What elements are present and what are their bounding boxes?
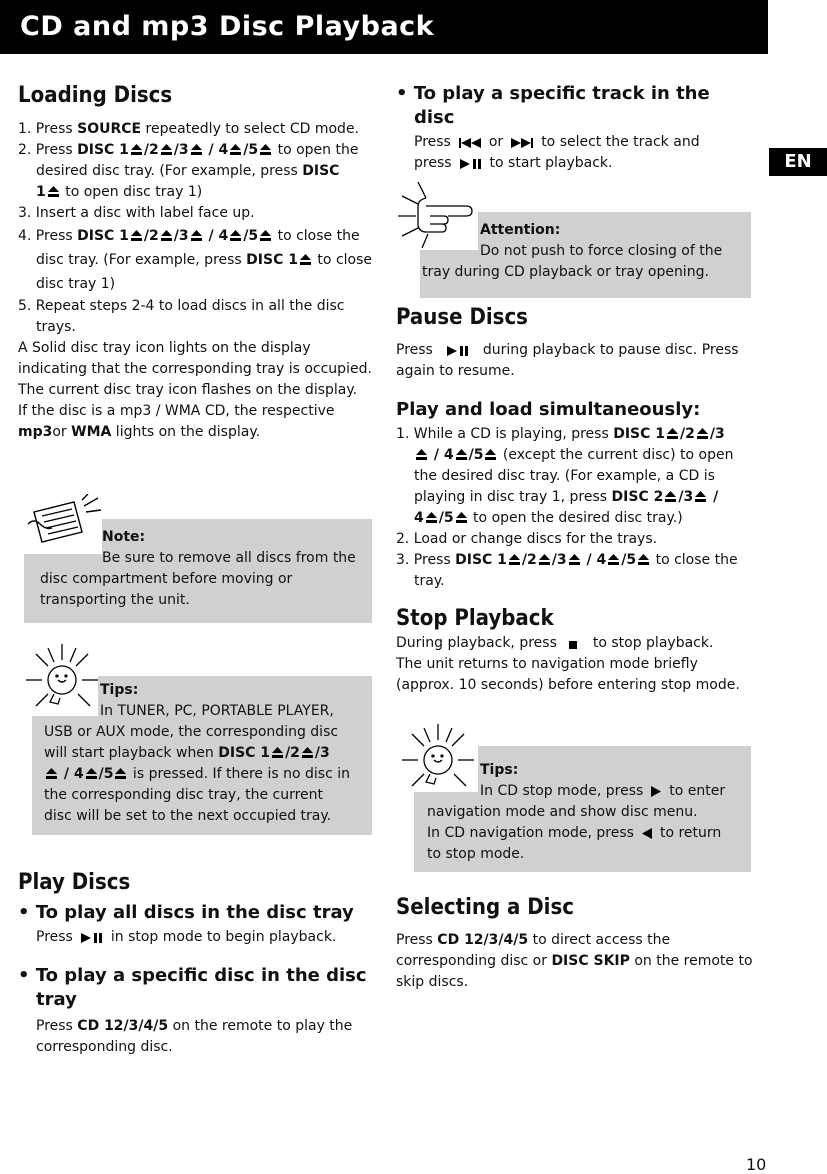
- play-all-text: Press in stop mode to begin playback.: [36, 929, 337, 945]
- play-pause-icon: [447, 346, 469, 356]
- eject-icon: [300, 254, 311, 265]
- note-text: disc compartment before moving or transporting the unit.: [40, 571, 293, 608]
- play-discs-section: [18, 869, 374, 1058]
- tips-1-title: Tips:: [100, 682, 139, 698]
- tips-2-text: navigation mode and show disc menu. In CD navigation mode, press to return to stop mode.: [427, 804, 722, 862]
- loading-step-3: 3. Insert a disc with label face up.: [18, 205, 255, 221]
- next-track-icon: [511, 138, 533, 148]
- tips-1-text: USB or AUX mode, the corresponding disc will start playback when DISC 1 /2 /3 / 4 /5 is pressed. If there is no disc in the corresponding disc tray, the current disc will be set to the next occupied tray.: [44, 724, 351, 824]
- eject-icon: [230, 230, 241, 241]
- eject-icon: [260, 144, 271, 155]
- page-number: 10: [746, 1155, 767, 1174]
- loading-step-1: 1. Press SOURCE repeatedly to select CD mode.: [18, 121, 360, 137]
- lightbulb-icon: [398, 720, 476, 798]
- notepad-icon: [24, 494, 102, 554]
- eject-icon: [161, 230, 172, 241]
- stop-section: [396, 605, 756, 696]
- simultaneous-step-3: 3. Press DISC 1 /2 /3 / 4 /5 to close the tray.: [396, 552, 738, 589]
- loading-step-2: 2. Press DISC 1 /2 /3 / 4 /5 to open the desired disc tray. (For example, press DISC 1 to open disc tray 1): [18, 142, 359, 200]
- eject-icon: [131, 144, 142, 155]
- eject-icon: [456, 449, 467, 460]
- stop-text-2: The unit returns to navigation mode briefly (approx. 10 seconds) before entering stop mode.: [396, 656, 740, 693]
- eject-icon: [191, 144, 202, 155]
- eject-icon: [667, 428, 678, 439]
- eject-icon: [569, 554, 580, 565]
- selecting-disc-heading: Selecting a Disc: [396, 895, 574, 920]
- stop-text-1: During playback, press to stop playback.: [396, 635, 714, 651]
- eject-icon: [456, 512, 467, 523]
- tips-2-line-1: In CD stop mode, press to enter: [480, 783, 726, 799]
- selecting-section: [396, 894, 756, 993]
- eject-icon: [161, 144, 172, 155]
- eject-icon: [191, 230, 202, 241]
- previous-track-icon: [459, 138, 481, 148]
- track-section: [396, 82, 756, 174]
- page-header: [0, 0, 768, 54]
- tips-2-title: Tips:: [480, 762, 519, 778]
- attention-title: Attention:: [480, 222, 561, 238]
- attention-line-1: Do not push to force closing of the: [480, 243, 723, 259]
- play-pause-icon: [460, 159, 482, 169]
- loading-mp3-paragraph: If the disc is a mp3 / WMA CD, the respective mp3or WMA lights on the display.: [18, 403, 335, 440]
- back-icon: [642, 828, 652, 839]
- play-specific-disc-bullet: • To play a specific disc in the disc tray: [18, 965, 367, 1010]
- left-column: [18, 82, 374, 443]
- pause-section: [396, 304, 756, 382]
- loading-info-paragraph: A Solid disc tray icon lights on the display indicating that the corresponding tray is occupied. The current disc tray icon flashes on the display.: [18, 340, 372, 398]
- stop-icon: [569, 641, 577, 649]
- play-all-bullet: • To play all discs in the disc tray: [18, 902, 354, 923]
- eject-icon: [115, 768, 126, 779]
- eject-icon: [665, 491, 676, 502]
- eject-icon: [260, 230, 271, 241]
- page-title: CD and mp3 Disc Playback: [20, 11, 435, 42]
- eject-icon: [485, 449, 496, 460]
- simultaneous-heading: Play and load simultaneously:: [396, 399, 701, 420]
- eject-icon: [509, 554, 520, 565]
- simultaneous-section: [396, 398, 756, 592]
- eject-icon: [230, 144, 241, 155]
- eject-icon: [608, 554, 619, 565]
- eject-icon: [416, 449, 427, 460]
- lightbulb-icon: [22, 640, 100, 718]
- simultaneous-step-2: 2. Load or change discs for the trays.: [396, 531, 658, 547]
- eject-icon: [131, 230, 142, 241]
- eject-icon: [539, 554, 550, 565]
- eject-icon: [86, 768, 97, 779]
- eject-icon: [46, 768, 57, 779]
- pause-text: Press during playback to pause disc. Press again to resume.: [396, 342, 739, 379]
- language-tab: EN: [769, 148, 827, 176]
- play-track-text: Press or to select the track and press to start playback.: [414, 134, 700, 171]
- stop-playback-heading: Stop Playback: [396, 606, 554, 631]
- eject-icon: [695, 491, 706, 502]
- eject-icon: [638, 554, 649, 565]
- attention-line-2: tray during CD playback or tray opening.: [422, 264, 709, 280]
- loading-step-5: 5. Repeat steps 2-4 to load discs in all the disc trays.: [18, 298, 345, 335]
- loading-step-4: 4. Press DISC 1 /2 /3 / 4 /5 to close the disc tray. (For example, press DISC 1 to close disc tray 1): [18, 228, 373, 292]
- loading-discs-heading: Loading Discs: [18, 83, 173, 108]
- play-icon: [651, 786, 661, 797]
- simultaneous-step-1: 1. While a CD is playing, press DISC 1 /2 /3 / 4 /5 (except the current disc) to open the desired disc tray. (For example, a CD is playing in disc tray 1, press DISC 2 /3 / 4 /5 to open the desired disc tray.): [396, 426, 734, 526]
- eject-icon: [697, 428, 708, 439]
- pointing-hand-icon: [396, 178, 478, 250]
- selecting-text: Press CD 12/3/4/5 to direct access the corresponding disc or DISC SKIP on the remote to skip discs.: [396, 932, 753, 990]
- play-discs-heading: Play Discs: [18, 870, 131, 895]
- play-specific-disc-text: Press CD 12/3/4/5 on the remote to play the corresponding disc.: [36, 1018, 353, 1055]
- eject-icon: [302, 747, 313, 758]
- play-track-bullet: • To play a specific track in the disc: [396, 83, 710, 128]
- eject-icon: [272, 747, 283, 758]
- note-title: Note:: [102, 529, 146, 545]
- pause-discs-heading: Pause Discs: [396, 305, 528, 330]
- eject-icon: [426, 512, 437, 523]
- note-line-1: Be sure to remove all discs from the: [102, 550, 356, 566]
- eject-icon: [48, 186, 59, 197]
- tips-1-line-1: In TUNER, PC, PORTABLE PLAYER,: [100, 703, 334, 719]
- play-pause-icon: [81, 933, 103, 943]
